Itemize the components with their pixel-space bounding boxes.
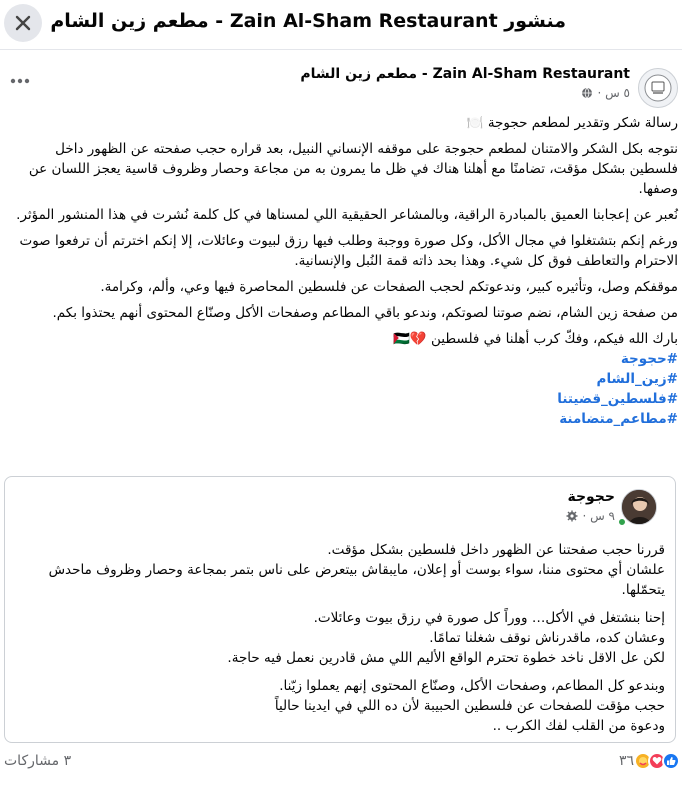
post-paragraph: رسالة شكر وتقدير لمطعم حجوجة 🍽️ — [466, 115, 678, 131]
reactions-summary[interactable] — [619, 752, 680, 770]
post-text — [8, 113, 678, 429]
hashtag-link[interactable]: #فلسطين_قضيتنا — [557, 391, 678, 407]
shared-author-name[interactable]: حجوجة — [567, 489, 615, 505]
post-paragraph: ورغم إنكم بتشتغلوا في مجال الأكل، وكل صورة ووجبة وطلب فيها رزق لبيوت وعائلات، إلا إنكم اخترتم أن ترفعوا صوت الاحترام والتعاطف فوق كل شيء. وهذا بحد ذاته قمة النُبل والإنسانية. — [19, 233, 678, 269]
shared-paragraph: إحنا بنشتغل في الأكل… ووراً كل صورة في رزق بيوت وعائلات. وعشان كده، ماقدرناش نوقف شغلنا تمامًا. لكن عل الاقل ناخد خطوة تحترم الواقع الأليم اللي مش قادرين نعمل فيه حاجة. — [227, 610, 665, 666]
post-paragraph: نُعبر عن إعجابنا العميق بالمبادرة الراقية، وبالمشاعر الحقيقية اللي لمسناها في كل كلمة نُشرت في هذا المنشور المؤثر. — [16, 207, 678, 223]
post-header — [0, 62, 682, 108]
more-options-button[interactable] — [6, 70, 34, 92]
page-avatar[interactable] — [638, 68, 678, 108]
close-button[interactable] — [4, 4, 42, 42]
more-dots-icon — [10, 78, 30, 84]
reaction-icons — [638, 752, 680, 770]
close-icon — [15, 15, 31, 31]
shared-post-card[interactable] — [4, 476, 676, 743]
online-status-dot — [617, 517, 627, 527]
shared-paragraph: وبندعو كل المطاعم، وصفحات الأكل، وصنّاع المحتوى إنهم يعملوا زيّنا. حجب مؤقت للصفحات عن فلسطين الحبيبة لأن ده اللي في ايدينا حالياً ودعوة من القلب لفك الكرب .. — [274, 678, 665, 734]
reaction-count[interactable]: ٣٦ — [618, 753, 634, 769]
shared-post-time[interactable]: ٩ س · — [582, 509, 615, 523]
profile-photo-icon — [622, 490, 657, 525]
shared-post-text — [19, 540, 665, 744]
hashtag-link[interactable]: #مطاعم_متضامنة — [559, 411, 678, 427]
hashtag-link[interactable]: #زين_الشام — [596, 371, 678, 387]
gear-icon — [566, 510, 578, 522]
post-paragraph: من صفحة زين الشام، نضم صوتنا لصوتكم، وندعو باقي المطاعم وصفحات الأكل وصنّاع المحتوى أنهم يحتذوا بكم. — [52, 305, 678, 321]
post-author-name[interactable]: Zain Al-Sham Restaurant - مطعم زين الشام — [300, 66, 630, 82]
post-paragraph: موقفكم وصل، وتأثيره كبير، وندعوتكم لحجب الصفحات عن فلسطين المحاصرة فيها وعي، وألم، وكرامة. — [100, 279, 678, 295]
post-meta — [581, 86, 630, 100]
like-icon — [662, 752, 680, 770]
hashtag-link[interactable]: #حجوجة — [620, 351, 678, 367]
post-paragraph: نتوجه بكل الشكر والامتنان لمطعم حجوجة على موقفه الإنساني النبيل، بعد قراره حجب صفحته عن الظهور داخل فلسطين بشكل مؤقت، تضامنًا مع أهلنا هناك في ظل ما يمرون به من مجاعة وحصار وظروف قاسية يعجز اللسان عن وصفها. — [28, 141, 678, 197]
shared-paragraph: قررنا حجب صفحتنا عن الظهور داخل فلسطين بشكل مؤقت. علشان أي محتوى مننا، سواء بوست أو إعلان، مايبقاش بيتعرض على ناس بتمر بمجاعة وحصار وظروف ماحدش يتحمّلها. — [48, 542, 665, 598]
restaurant-logo-icon — [643, 73, 673, 103]
post-time[interactable]: ٥ س · — [597, 86, 630, 100]
shared-post-meta — [566, 509, 615, 523]
post-paragraph: بارك الله فيكم، وفكّ كرب أهلنا في فلسطين 💔🇵🇸 — [393, 331, 678, 347]
dialog-title: منشور Zain Al-Sham Restaurant - مطعم زين الشام — [50, 10, 566, 32]
shares-count[interactable]: ٣ مشاركات — [4, 753, 72, 769]
globe-icon — [581, 87, 593, 99]
dialog-header — [0, 0, 682, 50]
post-footer — [0, 748, 682, 778]
